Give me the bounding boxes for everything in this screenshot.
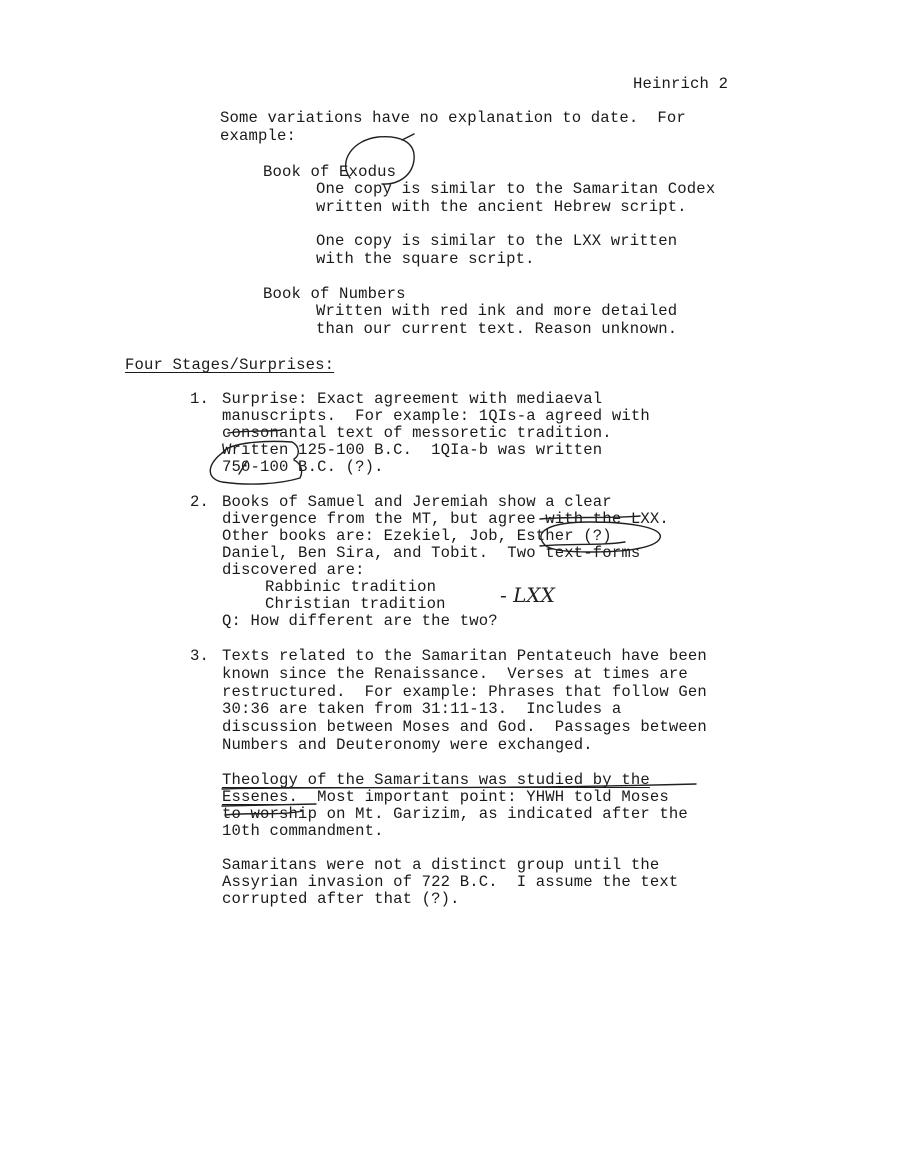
theology-line-2 xyxy=(222,789,669,807)
item-line: manuscripts. For example: 1QIs-a agreed with xyxy=(222,407,650,425)
theology-line: 10th commandment. xyxy=(222,822,384,840)
theology-line-underlined: Theology of the Samaritans was studied by the xyxy=(222,771,650,789)
theology-line-2-rest: Most important point: YHWH told Moses xyxy=(298,788,669,806)
item-line: discussion between Moses and God. Passages between xyxy=(222,718,707,736)
item-line: consonantal text of messoretic tradition. xyxy=(222,424,612,442)
item-line: divergence from the MT, but agree with the LXX. xyxy=(222,510,669,528)
item-line: known since the Renaissance. Verses at times are xyxy=(222,665,688,683)
exodus-heading: Book of Exodus xyxy=(263,163,397,181)
exodus-copy2-line: One copy is similar to the LXX written xyxy=(316,232,678,250)
numbers-line: than our current text. Reason unknown. xyxy=(316,320,678,338)
page-number: Heinrich 2 xyxy=(633,75,729,93)
item-line: Other books are: Ezekiel, Job, Esther (?) xyxy=(222,527,612,545)
item-line: Surprise: Exact agreement with mediaeval xyxy=(222,390,603,408)
handwritten-note: - LXX xyxy=(500,583,555,607)
item-line: Numbers and Deuteronomy were exchanged. xyxy=(222,736,593,754)
samaritans-line: Assyrian invasion of 722 B.C. I assume the text xyxy=(222,873,679,891)
item-line: Daniel, Ben Sira, and Tobit. Two text-forms xyxy=(222,544,641,562)
theology-line: to worship on Mt. Garizim, as indicated after the xyxy=(222,805,688,823)
item-marker: 3. xyxy=(190,647,210,665)
exodus-pen-tick xyxy=(402,134,414,140)
item-line: discovered are: xyxy=(222,561,365,579)
numbers-heading: Book of Numbers xyxy=(263,285,406,303)
theology-essenes: Essenes. xyxy=(222,788,299,806)
intro-line: Some variations have no explanation to date. For xyxy=(220,109,686,127)
item-line: 750-100 B.C. (?). xyxy=(222,458,384,476)
numbers-line: Written with red ink and more detailed xyxy=(316,302,678,320)
item-marker: 2. xyxy=(190,493,210,511)
exodus-copy1-line: written with the ancient Hebrew script. xyxy=(316,198,687,216)
item-line: Texts related to the Samaritan Pentateuch have been xyxy=(222,647,707,665)
samaritans-line: Samaritans were not a distinct group until the xyxy=(222,856,660,874)
samaritans-line: corrupted after that (?). xyxy=(222,890,460,908)
item-marker: 1. xyxy=(190,390,210,408)
item-line: 30:36 are taken from 31:11-13. Includes a xyxy=(222,700,622,718)
item-line: Books of Samuel and Jeremiah show a clear xyxy=(222,493,612,511)
tradition-item: Christian tradition xyxy=(265,595,446,613)
tradition-item: Rabbinic tradition xyxy=(265,578,437,596)
item-line: Written 125-100 B.C. 1QIa-b was written xyxy=(222,441,603,459)
section-heading: Four Stages/Surprises: xyxy=(125,356,335,374)
exodus-copy2-line: with the square script. xyxy=(316,250,535,268)
intro-line: example: xyxy=(220,127,297,145)
exodus-copy1-line: One copy is similar to the Samaritan Codex xyxy=(316,180,716,198)
item-line: restructured. For example: Phrases that follow Gen xyxy=(222,683,707,701)
question-line: Q: How different are the two? xyxy=(222,612,498,630)
